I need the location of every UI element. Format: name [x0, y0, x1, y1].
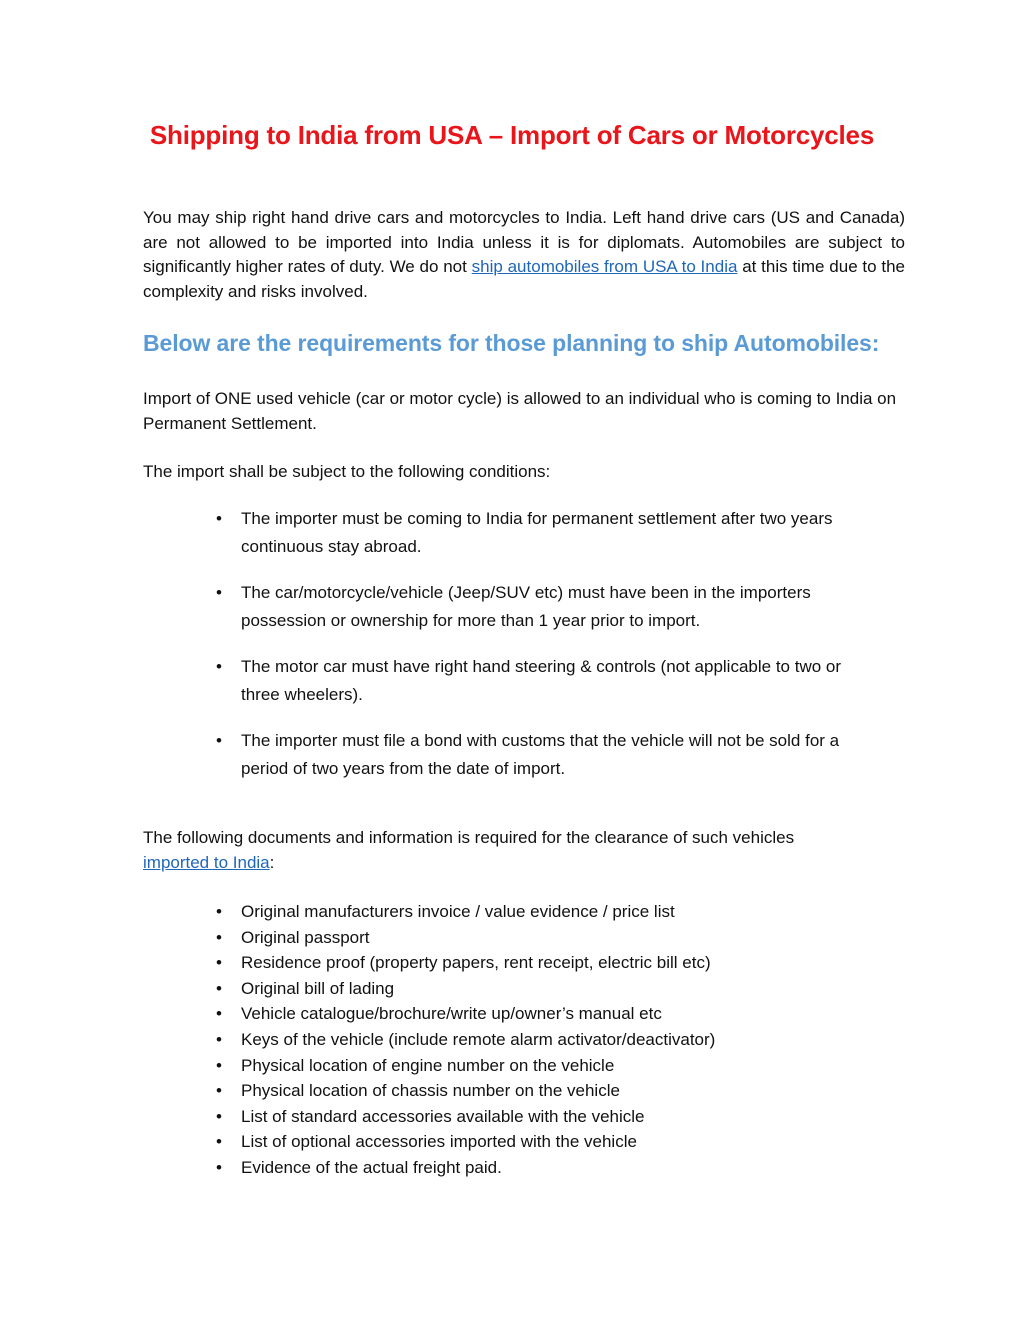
- document-item: [0, 1001, 881, 1027]
- documents-intro: [143, 826, 843, 875]
- document-item: [0, 1078, 881, 1104]
- bullet-icon: •: [216, 731, 222, 750]
- bullet-icon: •: [216, 902, 222, 921]
- condition-text: The car/motorcycle/vehicle (Jeep/SUV etc) must have been in the importers possession or ownership for more than 1 year prior to import.: [241, 583, 811, 630]
- condition-text: The importer must be coming to India for permanent settlement after two years continuous stay abroad.: [241, 509, 833, 556]
- conditions-list: [0, 505, 1024, 801]
- bullet-icon: •: [216, 583, 222, 602]
- bullet-icon: •: [216, 657, 222, 676]
- conditions-intro: The import shall be subject to the following conditions:: [143, 462, 551, 481]
- bullet-icon: •: [216, 1132, 222, 1152]
- document-text: Keys of the vehicle (include remote alarm activator/deactivator): [241, 1029, 716, 1049]
- document-text: List of standard accessories available with the vehicle: [241, 1106, 645, 1126]
- bullet-icon: •: [216, 1081, 222, 1101]
- imported-to-india-link[interactable]: imported to India: [143, 852, 270, 872]
- bullet-icon: •: [216, 1029, 222, 1049]
- document-item: [0, 1027, 881, 1053]
- document-text: List of optional accessories imported with the vehicle: [241, 1132, 637, 1152]
- documents-list: [0, 899, 1024, 1181]
- document-text: Physical location of engine number on the vehicle: [241, 1055, 615, 1075]
- bullet-icon: •: [216, 509, 222, 528]
- bullet-icon: •: [216, 927, 222, 947]
- document-text: Physical location of chassis number on the vehicle: [241, 1081, 620, 1101]
- ship-automobiles-link[interactable]: ship automobiles from USA to India: [471, 257, 738, 277]
- document-item: [0, 925, 881, 951]
- document-text: Residence proof (property papers, rent receipt, electric bill etc): [241, 953, 711, 973]
- condition-item: [0, 505, 881, 561]
- document-item: [0, 950, 881, 976]
- bullet-icon: •: [216, 1004, 222, 1024]
- bullet-icon: •: [216, 1157, 222, 1177]
- condition-item: [0, 579, 881, 635]
- requirements-heading: Below are the requirements for those planning to ship Automobiles:: [143, 330, 880, 356]
- document-item: [0, 1053, 881, 1079]
- bullet-icon: •: [216, 1055, 222, 1075]
- document-text: Evidence of the actual freight paid.: [241, 1157, 502, 1177]
- intro-text-after: at this time due to the complexity and risks involved.: [143, 257, 906, 301]
- documents-intro-colon: :: [269, 852, 275, 872]
- document-item: [0, 1129, 881, 1155]
- document-text: Original manufacturers invoice / value evidence / price list: [241, 902, 675, 921]
- document-item: [0, 1155, 881, 1181]
- document-item: [0, 976, 881, 1002]
- document-item: [0, 1104, 881, 1130]
- import-paragraph: Import of ONE used vehicle (car or motor cycle) is allowed to an individual who is coming to India on Permanent Settlement.: [143, 389, 897, 433]
- document-text: Original passport: [241, 927, 370, 947]
- condition-item: [0, 727, 881, 783]
- page-title: Shipping to India from USA – Import of Cars or Motorcycles: [149, 120, 875, 150]
- intro-paragraph: [143, 206, 905, 304]
- documents-intro-text: The following documents and information is required for the clearance of such vehicles: [143, 828, 795, 847]
- document-text: Original bill of lading: [241, 978, 395, 998]
- bullet-icon: •: [216, 953, 222, 973]
- bullet-icon: •: [216, 978, 222, 998]
- bullet-icon: •: [216, 1106, 222, 1126]
- intro-text-before: You may ship right hand drive cars and motorcycles to India. Left hand drive cars (US and Canada) are not allowed to be imported into India unless it is for diplomats. Automobiles are subject to significantly higher rates of duty. We do not: [143, 208, 905, 277]
- condition-text: The importer must file a bond with customs that the vehicle will not be sold for a period of two years from the date of import.: [241, 731, 840, 778]
- condition-item: [0, 653, 881, 709]
- document-item: [0, 899, 881, 925]
- condition-text: The motor car must have right hand steering & controls (not applicable to two or three wheelers).: [241, 657, 842, 704]
- document-text: Vehicle catalogue/brochure/write up/owner’s manual etc: [241, 1004, 662, 1024]
